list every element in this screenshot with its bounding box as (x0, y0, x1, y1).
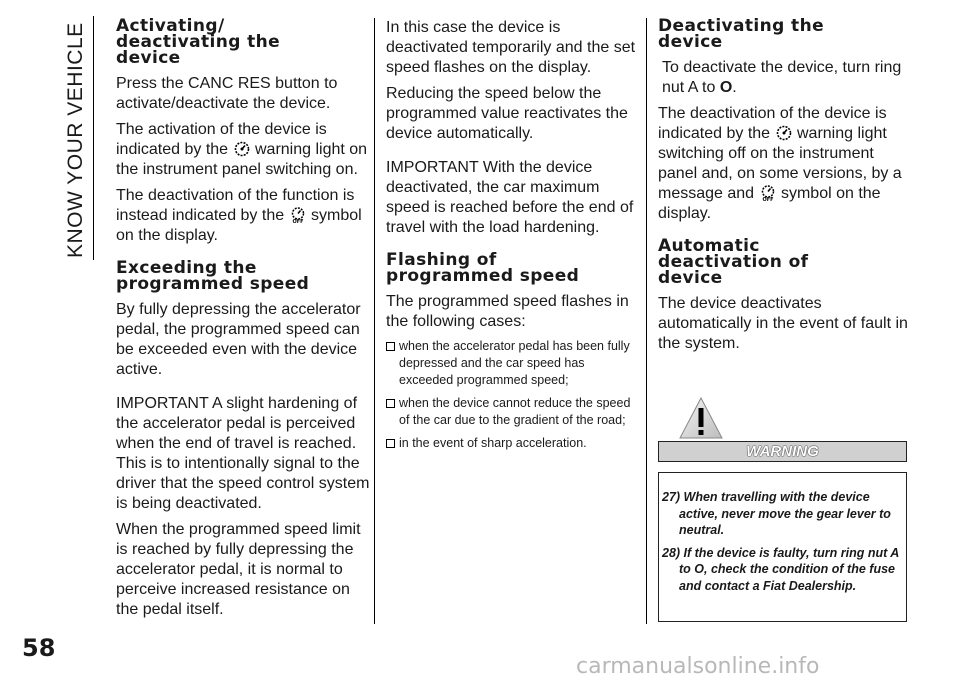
warning-item: 27) When travelling with the device active, never move the gear lever to neutral. (662, 490, 891, 537)
para-flashes-cases: The programmed speed flashes in the following cases: (386, 293, 629, 330)
speed-limiter-icon (776, 125, 792, 141)
checkbox-bullet-icon (386, 439, 395, 448)
cases-list (386, 338, 638, 452)
para-activation-indicated: The activation of the device is indicated by the warning light on the instrument panel switching on. (116, 121, 368, 178)
watermark: carmanualsonline.info (576, 654, 820, 679)
para-fully-depressing: By fully depressing the accelerator pedal, the programmed speed can be exceeded even with the device active. (116, 301, 361, 378)
svg-text:OFF: OFF (761, 196, 774, 201)
warning-title: WARNING (746, 443, 819, 460)
section-side-title: KNOW YOUR VEHICLE (64, 22, 87, 258)
warning-title-bar (658, 441, 907, 462)
heading-automatic-deactivation: Automatic deactivation of device (658, 236, 809, 288)
para-deactivation-indicated: The deactivation of the function is instead indicated by the OFF symbol on the display. (116, 187, 362, 244)
para-temporarily-deactivated: In this case the device is deactivated temporarily and the set speed flashes on the display. (386, 19, 636, 76)
heading-activating: Activating/ deactivating the device (116, 16, 281, 68)
para-auto-deactivates: The device deactivates automatically in the event of fault in the system. (658, 295, 908, 352)
heading-flashing: Flashing of programmed speed (386, 250, 580, 286)
para-important-max-speed: IMPORTANT With the device deactivated, the car maximum speed is reached before the end of travel with the load hardening. (386, 159, 634, 236)
column-2 (386, 18, 638, 458)
column-1 (116, 18, 370, 626)
para-important-hardening: IMPORTANT A slight hardening of the accelerator pedal is perceived when the end of travel is reached. This is to intentionally signal to the driver that the speed control system is being deactivated. (116, 395, 370, 512)
speed-limiter-off-icon (290, 207, 306, 223)
para-deactivation-indicated: The deactivation of the device is indicated by the warning light switching off on the instrument panel and, on some versions, by a message and OFF symbol on the display. (658, 105, 902, 222)
list-item: in the event of sharp acceleration. (386, 435, 638, 452)
column-divider-2 (646, 18, 647, 624)
heading-deactivating: Deactivating the device (658, 16, 824, 52)
side-rule (93, 16, 94, 260)
para-limit-reached: When the programmed speed limit is reached by fully depressing the accelerator pedal, it is normal to perceive increased resistance on the pedal itself. (116, 521, 361, 618)
list-item: when the device cannot reduce the speed of the car due to the gradient of the road; (386, 395, 638, 429)
warning-item: 28) If the device is faulty, turn ring nut A to O, check the condition of the fuse and contact a Fiat Dealership. (662, 545, 899, 593)
para-turn-ring-nut: To deactivate the device, turn ring nut A to O. (662, 59, 902, 96)
heading-exceeding: Exceeding the programmed speed (116, 258, 310, 294)
speed-limiter-off-icon (760, 185, 776, 201)
page-number: 58 (22, 634, 56, 662)
column-3 (658, 18, 908, 360)
checkbox-bullet-icon (386, 399, 395, 408)
column-divider-1 (374, 18, 375, 624)
para-reducing-speed: Reducing the speed below the programmed value reactivates the device automatically. (386, 85, 628, 142)
list-item: when the accelerator pedal has been fully depressed and the car speed has exceeded programmed speed; (386, 338, 638, 389)
svg-text:OFF: OFF (292, 218, 304, 223)
para-press-canc: Press the CANC RES button to activate/deactivate the device. (116, 75, 338, 112)
warning-box (658, 472, 907, 622)
warning-triangle-icon (678, 395, 724, 441)
checkbox-bullet-icon (386, 342, 395, 351)
speed-limiter-icon (234, 141, 250, 157)
